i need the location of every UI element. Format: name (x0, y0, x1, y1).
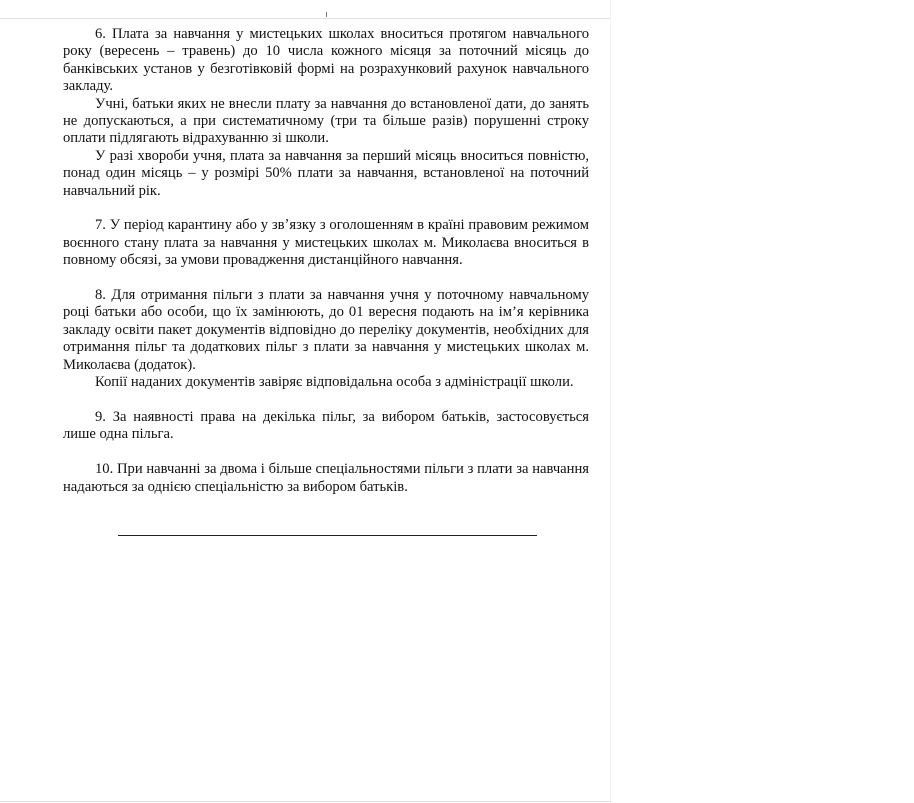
page-top-edge (0, 18, 611, 19)
paragraph-8-copies: Копії наданих документів завіряє відповідальна особа з адміністрації школи. (95, 374, 574, 391)
page-marker (326, 12, 327, 17)
page-bottom-edge (0, 801, 611, 802)
paragraph-gap (63, 200, 589, 217)
paragraph-9: 9. За наявності права на декілька пільг, за вибором батьків, застосовується лише одна пільга. (63, 408, 589, 443)
page-right-edge (610, 0, 611, 803)
paragraph-6-absence: Учні, батьки яких не внесли плату за навчання до встановленої дати, до занять не допускаються, а при систематичному (три та більше разів) порушенні строку оплати підлягають відрахуванню зі школи. (63, 95, 589, 147)
signature-line (118, 535, 537, 536)
paragraph-gap (63, 270, 589, 287)
paragraph-10: 10. При навчанні за двома і більше спеціальностями пільги з плати за навчання надаються за однією спеціальністю за вибором батьків. (63, 461, 589, 495)
paragraph-gap (63, 444, 589, 461)
paragraph-7: 7. У період карантину або у звʼязку з оголошенням в країні правовим режимом воєнного стану плата за навчання у мистецьких школах м. Миколаєва вноситься в повному обсязі, за умови провадження дистанційного навчання. (63, 217, 589, 269)
paragraph-8: 8. Для отримання пільги з плати за навчання учня у поточному навчальному році батьки або особи, що їх замінюють, до 01 вересня подають на ім’я керівника закладу освіти пакет документів відповідно до переліку документів, необхідних для отримання пільг та додаткових пільг з плати за навчання у мистецьких школах м. Миколаєва (додаток). (63, 287, 589, 373)
document-page (63, 26, 589, 496)
paragraph-6: 6. Плата за навчання у мистецьких школах вноситься протягом навчального року (вересень – травень) до 10 числа кожного місяця за поточний місяць до банківських установ у безготівковій формі на розрахунковий рахунок навчального закладу. (63, 26, 589, 95)
paragraph-gap (63, 392, 589, 409)
paragraph-6-illness: У разі хвороби учня, плата за навчання за перший місяць вноситься повністю, понад один місяць – у розмірі 50% плати за навчання, встановленої на поточний навчальний рік. (63, 147, 589, 199)
